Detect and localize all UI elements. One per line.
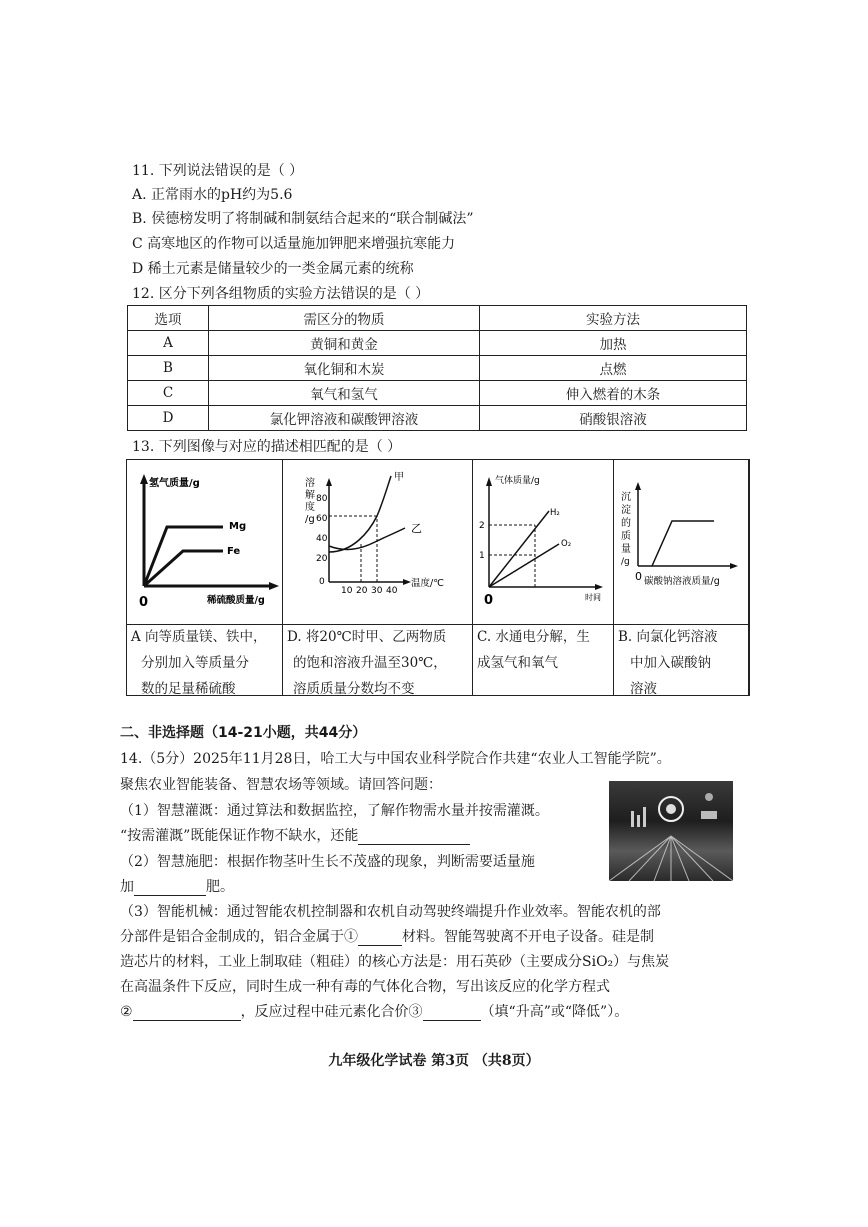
ytick: 2 [479,521,485,531]
answer-blank[interactable] [358,929,402,946]
jia-curve [329,476,391,552]
desc-line: 分别加入等质量分 [141,655,249,671]
ytick: 1 [479,551,485,561]
table-row [128,406,747,431]
q14-intro-1: 14.（5分）2025年11月28日，哈工大与中国农业科学院合作共建“农业人工智能学院”。 [120,751,671,767]
photo-graphic [609,781,733,881]
table-header-row [128,306,747,331]
page-footer: 九年级化学试卷 第3页 （共8页） [328,1053,540,1069]
graph-d-ylabel-5: 量 [621,544,631,555]
q14-part1-b [120,825,470,845]
q12-stem: 12. 区分下列各组物质的实验方法错误的是（ ） [132,286,430,302]
q14-part1-text: “按需灌溉”既能保证作物不缺水，还能 [120,828,359,844]
table-cell: 点燃 [480,356,747,381]
q14-part3-c: 造芯片的材料，工业上制取硅（粗硅）的核心方法是：用石英砂（主要成分SiO₂）与焦炭 [120,954,670,970]
q14-part3-d: 在高温条件下反应，同时生成一种有毒的气体化合物，写出该反应的化学方程式 [120,979,610,995]
graph-c [473,460,614,624]
q14-part3e-mid: ，反应过程中硅元素化合价③ [240,1004,423,1020]
desc-line: 数的足量稀硫酸 [141,681,236,697]
graph-b-ylabel-1: 溶 [305,478,315,489]
q14-part3e-post: （填“升高”或“降低”）。 [480,1004,629,1020]
xtick: 20 [356,586,368,596]
q13-stem: 13. 下列图像与对应的描述相匹配的是（ ） [132,439,402,455]
graph-d-origin: 0 [635,570,642,583]
q14-part3-e [120,1001,628,1021]
o2-line [489,544,559,587]
graph-c-xlabel: 时间 [585,593,601,602]
table-cell: D [128,406,209,431]
graph-d-description [618,624,748,702]
table-cell: 黄铜和黄金 [209,331,480,356]
desc-line: 中加入碳酸钠 [630,655,711,671]
ytick: 40 [316,534,328,544]
q14-part2-post: 肥。 [206,879,234,895]
table-cell: 氯化钾溶液和碳酸钾溶液 [209,406,480,431]
table-cell: 伸入燃着的木条 [480,381,747,406]
q14-part3-pre: 分部件是铝合金制成的，铝合金属于① [120,929,358,945]
h2-label: H₂ [550,508,560,518]
desc-line: 成氢气和氧气 [477,655,558,671]
table-cell: 硝酸银溶液 [480,406,747,431]
q14-part2-pre: 加 [120,879,134,895]
table-cell: C [128,381,209,406]
desc-line: A 向等质量镁、铁中， [131,629,267,645]
mg-label: Mg [229,521,247,532]
ytick: 0 [319,577,325,587]
desc-line: D. 将20℃时甲、乙两物质 [287,629,447,645]
graph-d-xlabel: 碳酸钠溶液质量/g [644,576,720,587]
table-cell: B [128,356,209,381]
graph-d-ylabel-2: 淀 [621,505,631,516]
q11-option-c: C 高寒地区的作物可以适量施加钾肥来增强抗寒能力 [132,236,456,252]
ytick: 20 [316,554,328,564]
graph-a-ylabel: 氢气质量/g [149,478,200,489]
q14-part1-a: （1）智慧灌溉：通过算法和数据监控，了解作物需水量并按需灌溉。 [120,803,549,819]
table-header: 需区分的物质 [209,306,480,331]
smart-agriculture-photo [609,781,733,881]
graph-d [614,460,749,624]
table-cell: 氧化铜和木炭 [209,356,480,381]
table-header: 选项 [128,306,209,331]
table-row [128,356,747,381]
q14-part3e-pre: ② [120,1004,133,1020]
q14-part3-a: （3）智能机械：通过智能农机控制器和农机自动驾驶终端提升作业效率。智能农机的部 [120,904,661,920]
precipitate-line [652,521,714,566]
q12-table [127,305,747,431]
graph-b-ylabel-4: /g [305,514,315,525]
ytick: 60 [316,514,328,524]
graph-d-ylabel-4: 质 [621,531,631,542]
graph-a-origin: 0 [139,595,149,610]
yi-label: 乙 [411,522,422,535]
answer-blank[interactable] [358,828,470,845]
answer-blank[interactable] [423,1004,481,1021]
table-header: 实验方法 [480,306,747,331]
q14-part2-a: （2）智慧施肥：根据作物茎叶生长不茂盛的现象，判断需要适量施 [120,854,535,870]
section-heading: 二、非选择题（14-21小题，共44分） [120,725,367,741]
graph-a-xlabel: 稀硫酸质量/g [207,595,265,606]
graph-c-origin: 0 [484,593,494,608]
desc-line: 溶质质量分数均不变 [293,681,415,697]
graph-b-xlabel: 温度/℃ [411,578,444,589]
q13-graph-grid [126,459,750,696]
table-cell: A [128,331,209,356]
table-cell: 氧气和氢气 [209,381,480,406]
graph-b [283,460,473,624]
desc-line: 溶液 [630,681,657,697]
xtick: 10 [341,586,353,596]
answer-blank[interactable] [133,1004,241,1021]
q14-part3-b [120,926,654,946]
desc-line: C. 水通电分解，生 [477,629,590,645]
table-row [128,381,747,406]
desc-line: B. 向氯化钙溶液 [618,629,718,645]
graph-c-ylabel: 气体质量/g [495,476,540,486]
graph-d-ylabel-3: 的 [621,518,631,529]
graph-b-ylabel-2: 解 [305,490,315,501]
q11-option-a: A. 正常雨水的pH约为5.6 [132,187,293,203]
q11-stem: 11. 下列说法错误的是（ ） [132,163,304,179]
graph-b-description [287,624,471,702]
o2-label: O₂ [561,539,572,549]
desc-line: 的饱和溶液升温至30℃， [293,655,447,671]
ytick: 80 [316,494,328,504]
q14-part2-b [120,876,234,896]
graph-d-ylabel-1: 沉 [621,492,631,503]
graph-a [127,460,283,624]
jia-label: 甲 [394,472,404,483]
table-cell: 加热 [480,331,747,356]
graph-d-ylabel-6: /g [621,557,630,567]
xtick: 30 [371,586,383,596]
xtick: 40 [386,586,398,596]
q11-option-d: D 稀土元素是储量较少的一类金属元素的统称 [132,261,414,277]
graph-b-ylabel-3: 度 [305,502,315,513]
h2-line [489,511,549,587]
q11-option-b: B. 侯德榜发明了将制碱和制氨结合起来的“联合制碱法” [132,211,474,227]
graph-c-description [477,624,612,676]
graph-a-description [131,624,281,702]
fe-label: Fe [227,546,241,557]
answer-blank[interactable] [134,879,206,896]
table-row [128,331,747,356]
q14-intro-2: 聚焦农业智能装备、智慧农场等领域。请回答问题： [120,777,442,793]
q14-part3-post: 材料。智能驾驶离不开电子设备。硅是制 [402,929,654,945]
